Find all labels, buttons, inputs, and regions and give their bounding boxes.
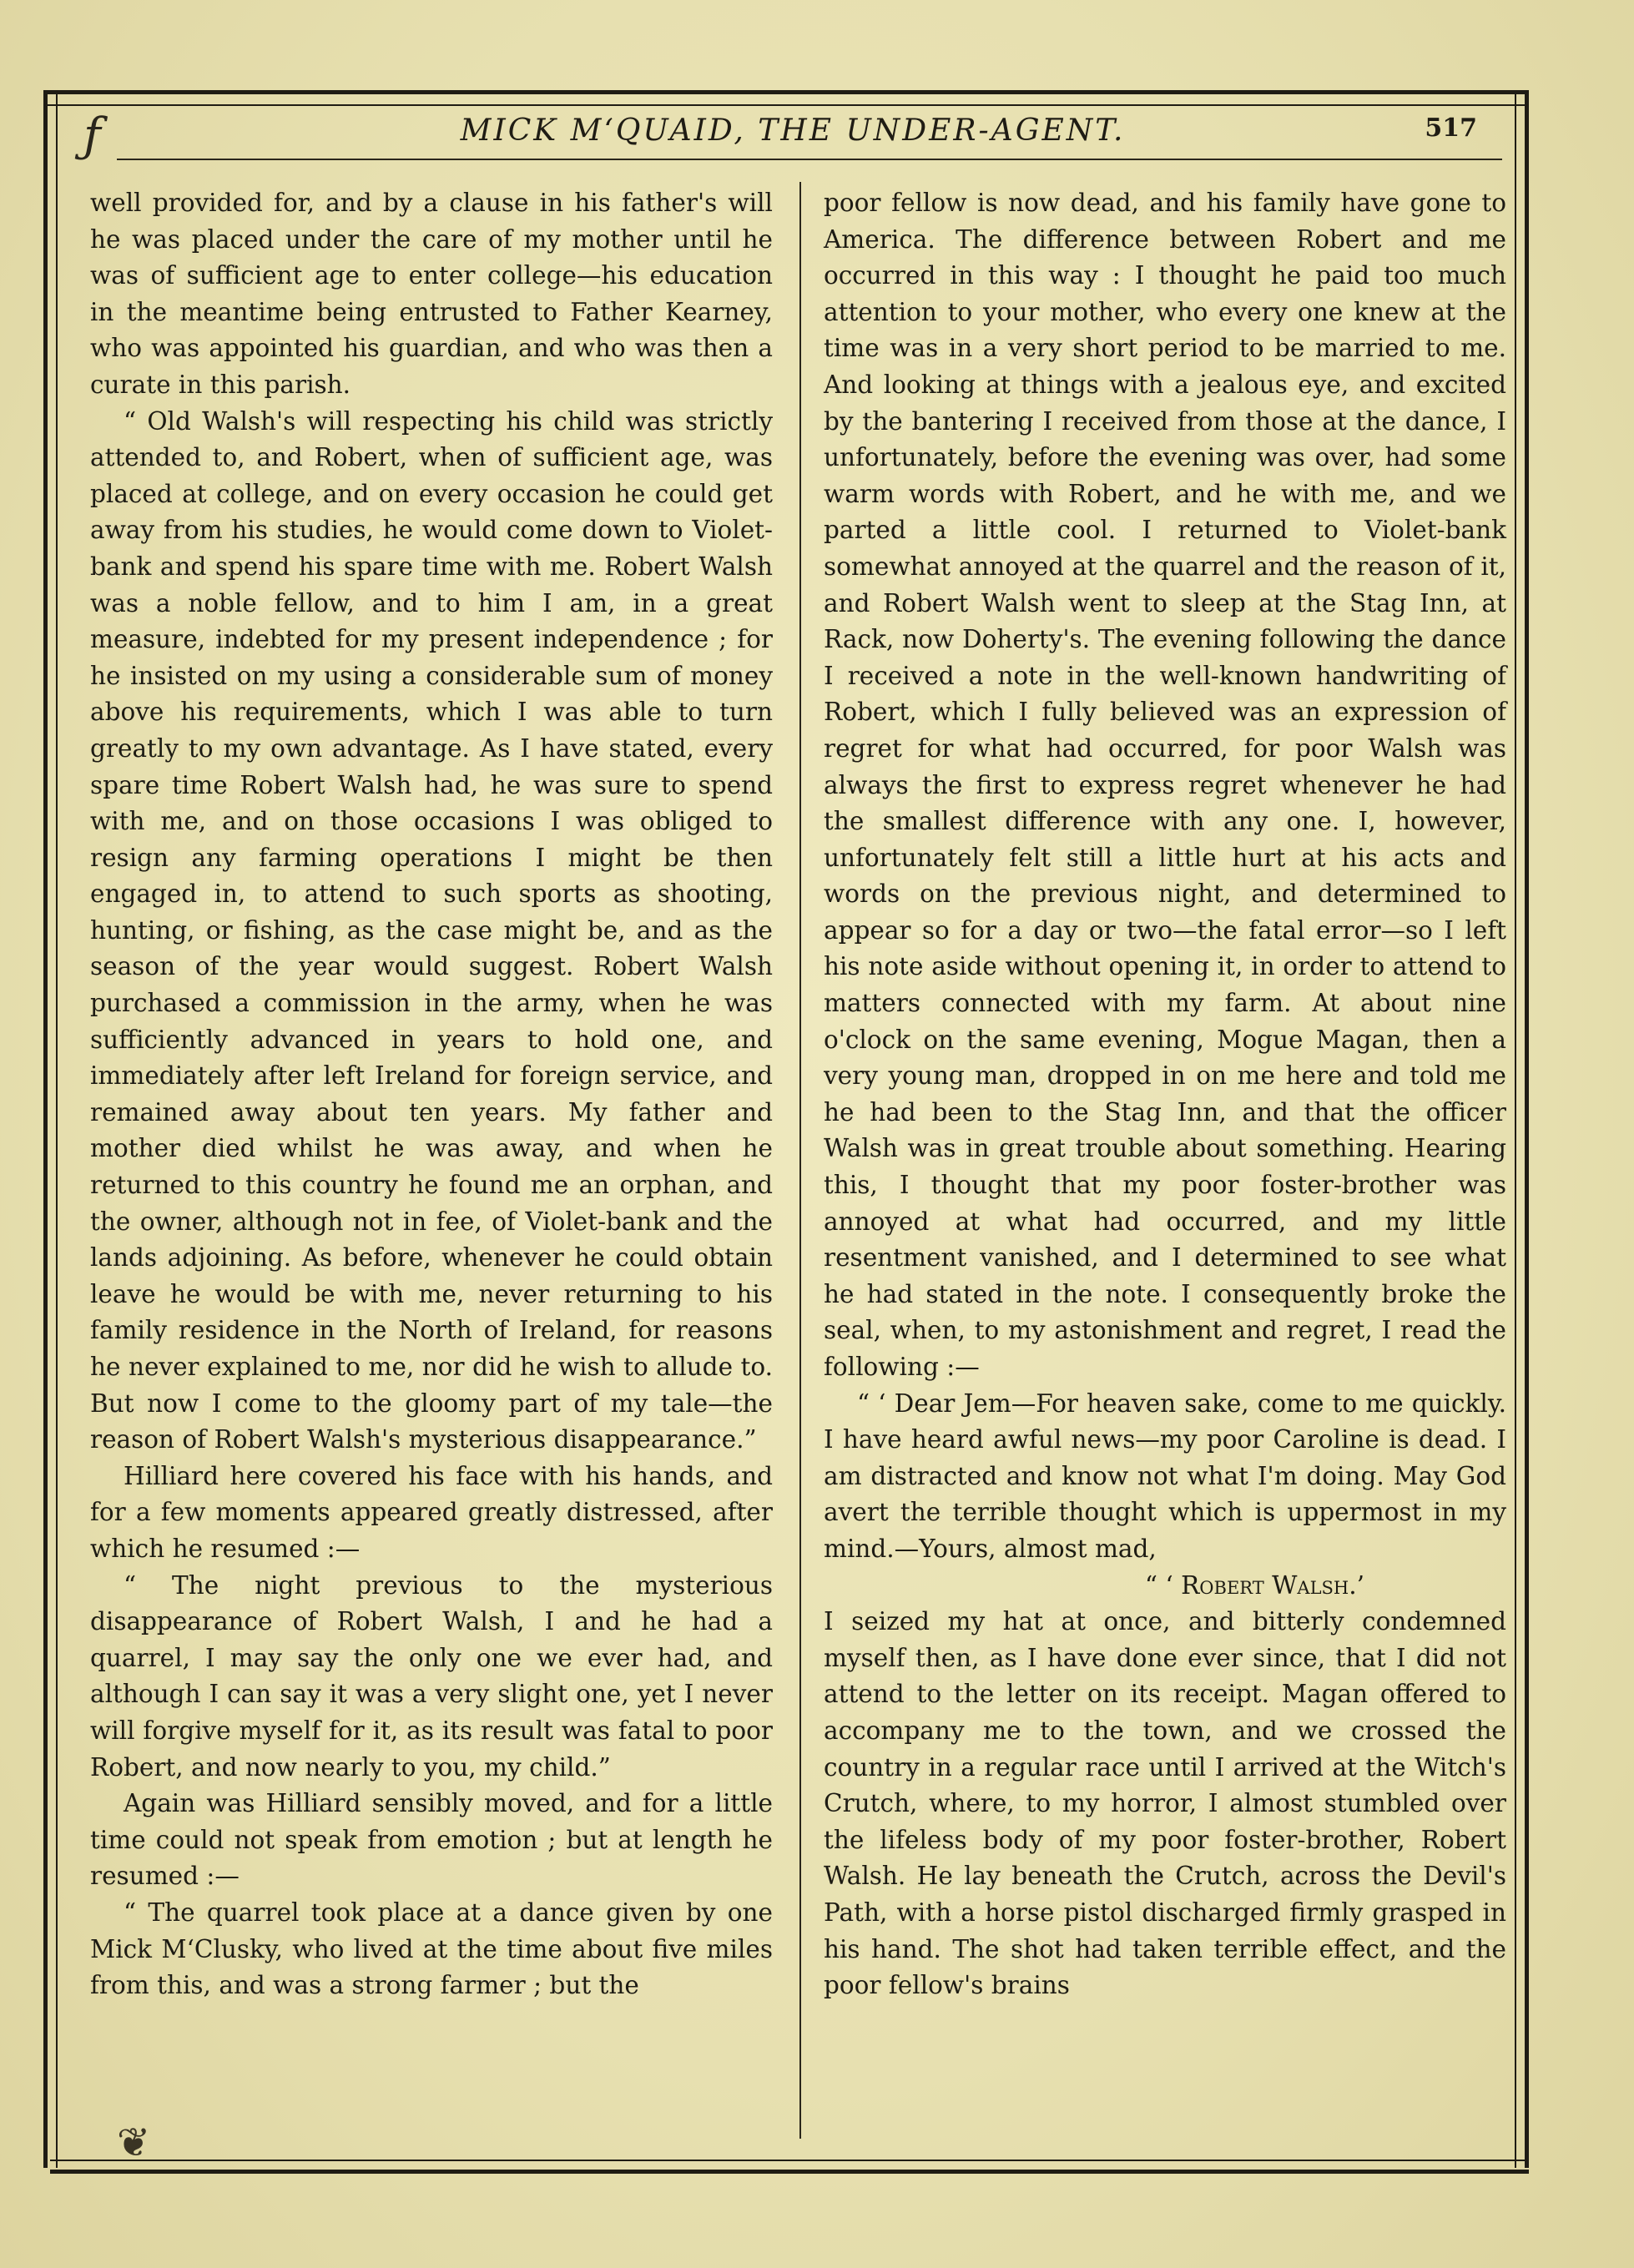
border-right <box>1515 90 1529 2168</box>
border-bottom <box>50 2160 1529 2174</box>
right-column <box>824 185 1506 2004</box>
border-left <box>43 90 58 2168</box>
left-column <box>90 185 773 2004</box>
corner-flourish-icon: ƒ <box>83 108 101 163</box>
paragraph: “ The quarrel took place at a dance given by one Mick M‘Clusky, who lived at the time about five miles from this, and was a strong farmer ; but the <box>90 1898 773 2000</box>
border-top <box>43 90 1529 106</box>
paragraph: Again was Hilliard sensibly moved, and for a little time could not speak from emotion ; but at length he resumed :— <box>90 1789 773 1891</box>
paragraph: well provided for, and by a clause in his father's will he was placed under the care of my mother until he was of sufficient age to enter college—his education in the meantime being entrusted to Father Kearney, who was appointed his guardian, and who was then a curate in this parish. <box>90 189 773 399</box>
paragraph: Hilliard here covered his face with his hands, and for a few moments appeared greatly distressed, after which he resumed :— <box>90 1461 773 1563</box>
column-divider <box>799 182 801 2139</box>
running-head <box>100 107 1485 157</box>
letter-paragraph: “ ‘ Dear Jem—For heaven sake, come to me quickly. I have heard awful news—my poor Caroline is dead. I am distracted and know not what I'm doing. May God avert the terrible thought which is uppermost in my mind.—Yours, almost mad, <box>824 1389 1506 1563</box>
footer-flourish-icon: ❦ <box>117 2119 151 2166</box>
page-title: MICK M‘QUAID, THE UNDER-AGENT. <box>460 113 1126 148</box>
paragraph: “ Old Walsh's will respecting his child was strictly attended to, and Robert, when of sufficient age, was placed at college, and on every occasion he could get away from his studies, he would come down to Violet-bank and spend his spare time with me. Robert Walsh was a noble fellow, and to him I am, in a great measure, indebted for my present independence ; for he insisted on my using a considerable sum of money above his requirements, which I was able to turn greatly to my own advantage. As I have stated, every spare time Robert Walsh had, he was sure to spend with me, and on those occasions I was obliged to resign any farming operations I might be then engaged in, to attend to such sports as shooting, hunting, or fishing, as the case might be, and as the season of the year would suggest. Robert Walsh purchased a commission in the army, when he was sufficiently advanced in years to hold one, and immediately after left Ireland for foreign service, and remained away about ten years. My father and mother died whilst he was away, and when he returned to this country he found me an orphan, and the owner, although not in fee, of Violet-bank and the lands adjoining. As before, whenever he could obtain leave he would be with me, never returning to his family residence in the North of Ireland, for reasons he never explained to me, nor did he wish to allude to. But now I come to the gloomy part of my tale—the reason of Robert Walsh's mysterious disappearance.” <box>90 406 773 1454</box>
paragraph: poor fellow is now dead, and his family have gone to America. The difference between Robert and me occurred in this way : I thought he paid too much attention to your mother, who every one knew at the time was in a very short period to be married to me. And looking at things with a jealous eye, and excited by the bantering I received from those at the dance, I unfortunately, before the evening was over, had some warm words with Robert, and he with me, and we parted a little cool. I returned to Violet-bank somewhat annoyed at the quarrel and the reason of it, and Robert Walsh went to sleep at the Stag Inn, at Rack, now Doherty's. The evening following the dance I received a note in the well-known handwriting of Robert, which I fully believed was an expression of regret for what had occurred, for poor Walsh was always the first to express regret whenever he had the smallest difference with any one. I, however, unfortunately felt still a little hurt at his acts and words on the previous night, and determined to appear so for a day or two—the fatal error—so I left his note aside without opening it, in order to attend to matters connected with my farm. At about nine o'clock on the same evening, Mogue Magan, then a very young man, dropped in on me here and told me he had been to the Stag Inn, and that the officer Walsh was in great trouble about something. Hearing this, I thought that my poor foster-brother was annoyed at what had occurred, and my little resentment vanished, and I determined to see what he had stated in the note. I consequently broke the seal, when, to my astonishment and regret, I read the following :— <box>824 189 1506 1381</box>
paragraph: I seized my hat at once, and bitterly condemned myself then, as I have done ever since, that I did not attend to the letter on its receipt. Magan offered to accompany me to the town, and we crossed the country in a regular race until I arrived at the Witch's Crutch, where, to my horror, I almost stumbled over the lifeless body of my poor foster-brother, Robert Walsh. He lay beneath the Crutch, across the Devil's Path, with a horse pistol discharged firmly grasped in his hand. The shot had taken terrible effect, and the poor fellow's brains <box>824 1607 1506 2000</box>
header-rule <box>117 159 1502 160</box>
letter-signature: “ ‘ Robert Walsh.’ <box>1144 1570 1364 1600</box>
paragraph: “ The night previous to the mysterious disappearance of Robert Walsh, I and he had a quarrel, I may say the only one we ever had, and although I can say it was a very slight one, yet I never will forgive myself for it, as its result was fatal to poor Robert, and now nearly to you, my child.” <box>90 1570 773 1782</box>
page-number: 517 <box>1425 113 1477 143</box>
